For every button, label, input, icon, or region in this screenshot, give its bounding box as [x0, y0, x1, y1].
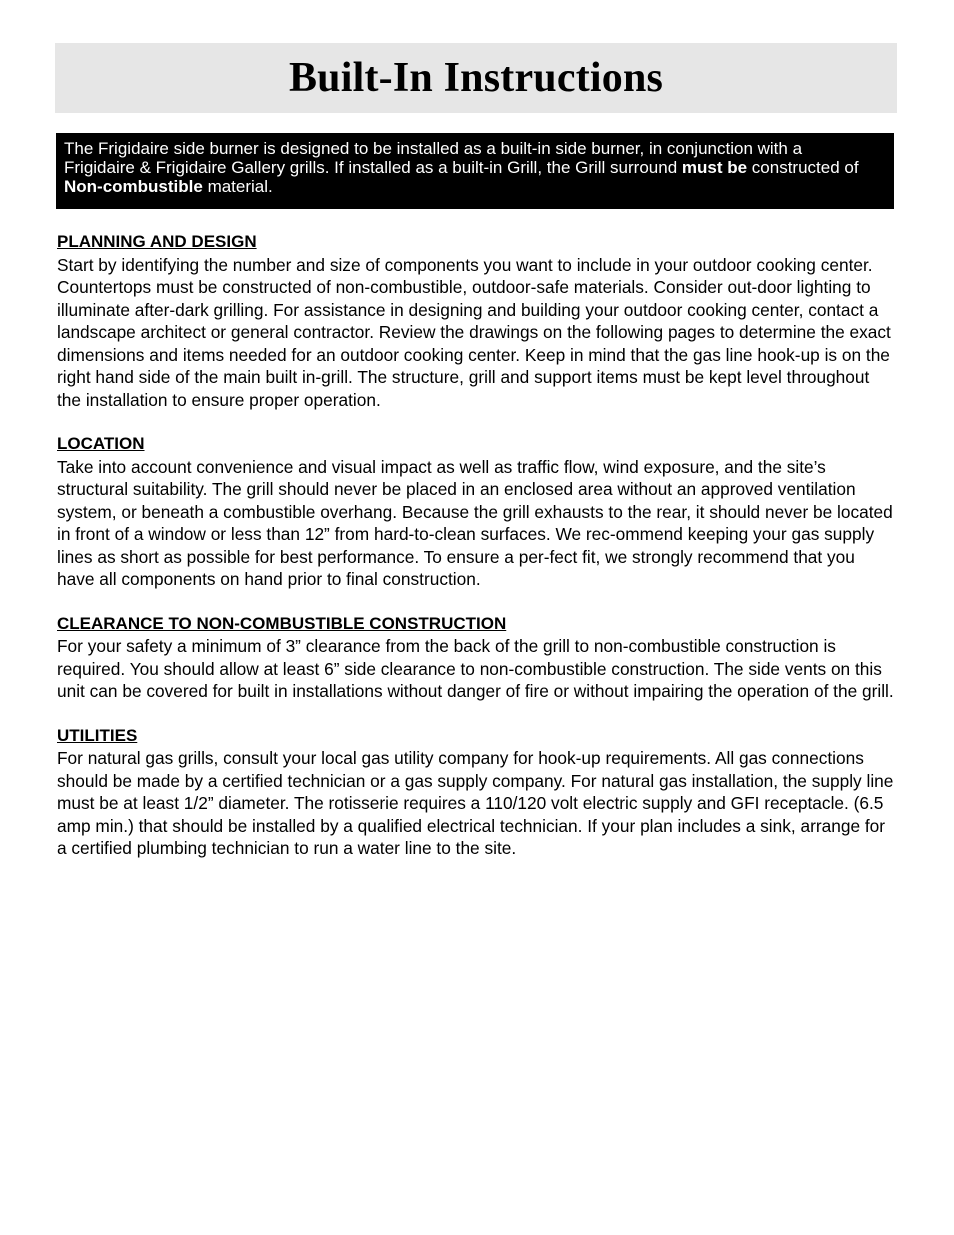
section-body: Take into account convenience and visual impact as well as traffic flow, wind exposure, and the site’s structural suitability. The grill should never be placed in an enclosed area without an approved ventilation system, or beneath a combustible overhang. Because the grill exhausts to the rear, it should never be located in front of a window or less than 12” from hard-to-clean surfaces. We rec-ommend keeping your gas supply lines as short as possible for best performance. To ensure a per-fect fit, we strongly recommend that you have all components on hand prior to final construction.	[57, 456, 893, 589]
section-body: For natural gas grills, consult your local gas utility company for hook-up requirements. All gas connections should be made by a certified technician or a gas supply company. For natural gas installation, the supply line must be at least 1/2” diameter. The rotisserie requires a 110/120 volt electric supply and GFI receptacle. (6.5 amp min.) that should be installed by a qualified electrical technician. If your plan includes a sink, arrange for a certified plumbing technician to run a water line to the site.	[57, 748, 894, 858]
notice-text: The Frigidaire side burner is designed to be installed as a built-in side burner, in conjunction with a Frigidaire & Frigidaire Gallery grills. If installed as a built-in Grill, the Grill surround	[64, 139, 803, 177]
title-banner	[55, 43, 897, 113]
section-utilities	[57, 725, 897, 860]
section-body: Start by identifying the number and size of components you want to include in your outdoor cooking center. Countertops must be constructed of non-combustible, outdoor-safe materials. Consider out-door lighting to illuminate after-dark grilling. For assistance in designing and building your outdoor cooking center, contact a landscape architect or general contractor. Review the drawings on the following pages to determine the exact dimensions and items needed for an outdoor cooking center. Keep in mind that the gas line hook-up is on the right hand side of the main built in-grill. The structure, grill and support items must be kept level throughout the installation to ensure proper operation.	[57, 254, 891, 410]
notice-text: constructed of	[747, 158, 859, 177]
instructions-content	[57, 231, 897, 882]
section-heading: CLEARANCE TO NON-COMBUSTIBLE CONSTRUCTION	[57, 613, 507, 633]
notice-box	[56, 133, 894, 209]
section-heading: LOCATION	[57, 434, 145, 453]
section-clearance	[57, 613, 897, 703]
notice-emphasis-must-be: must be	[681, 158, 748, 177]
notice-emphasis-non-combustible: Non-combustible	[64, 177, 203, 196]
section-location	[57, 433, 897, 591]
section-heading: UTILITIES	[57, 725, 138, 745]
page-title: Built-In Instructions	[288, 55, 664, 101]
section-body: For your safety a minimum of 3” clearance from the back of the grill to non-combustible construction is required. You should allow at least 6” side clearance to non-combustible construction. The side vents on this unit can be covered for built in installations without danger of fire or without impairing the operation of the grill.	[57, 636, 894, 701]
section-planning-and-design	[57, 231, 897, 411]
section-heading: PLANNING AND DESIGN	[57, 232, 257, 251]
notice-text: material.	[202, 177, 273, 196]
